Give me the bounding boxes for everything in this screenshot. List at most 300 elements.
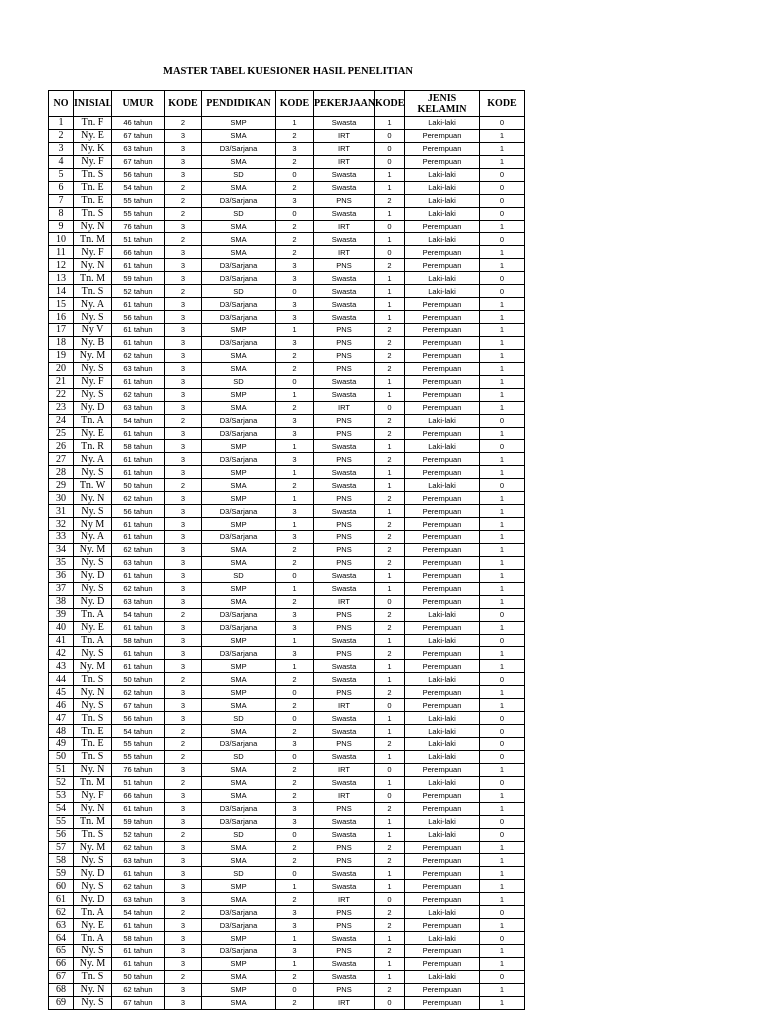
initial-cell: Ny. F [74, 155, 112, 168]
gender-code-cell: 0 [480, 117, 525, 130]
education-cell: D3/Sarjana [202, 272, 276, 285]
no-cell: 66 [49, 957, 74, 970]
no-cell: 58 [49, 854, 74, 867]
gender-code-cell: 1 [480, 518, 525, 531]
gender-cell: Perempuan [405, 142, 480, 155]
education-cell: SD [202, 207, 276, 220]
age-code-cell: 3 [165, 789, 202, 802]
age-cell: 58 tahun [112, 634, 165, 647]
table-row [49, 854, 525, 867]
occupation-cell: Swasta [314, 634, 375, 647]
age-code-cell: 3 [165, 543, 202, 556]
no-cell: 49 [49, 738, 74, 751]
initial-cell: Ny. E [74, 919, 112, 932]
occupation-cell: Swasta [314, 569, 375, 582]
age-cell: 55 tahun [112, 207, 165, 220]
initial-cell: Ny. D [74, 401, 112, 414]
age-code-cell: 3 [165, 142, 202, 155]
age-code-cell: 3 [165, 983, 202, 996]
initial-cell: Ny. N [74, 492, 112, 505]
initial-cell: Ny. S [74, 556, 112, 569]
education-code-cell: 1 [276, 582, 314, 595]
table-row [49, 194, 525, 207]
education-cell: SMA [202, 595, 276, 608]
gender-cell: Laki-laki [405, 181, 480, 194]
gender-code-cell: 0 [480, 906, 525, 919]
age-code-cell: 3 [165, 854, 202, 867]
education-cell: SMA [202, 479, 276, 492]
occupation-code-cell: 1 [375, 673, 405, 686]
gender-cell: Perempuan [405, 375, 480, 388]
occupation-code-cell: 2 [375, 738, 405, 751]
table-row [49, 388, 525, 401]
initial-cell: Tn. A [74, 906, 112, 919]
gender-cell: Laki-laki [405, 168, 480, 181]
age-cell: 63 tahun [112, 362, 165, 375]
initial-cell: Tn. E [74, 194, 112, 207]
education-cell: D3/Sarjana [202, 738, 276, 751]
age-cell: 50 tahun [112, 673, 165, 686]
occupation-cell: PNS [314, 841, 375, 854]
table-row [49, 285, 525, 298]
age-code-cell: 3 [165, 401, 202, 414]
education-cell: SMA [202, 673, 276, 686]
education-code-cell: 1 [276, 932, 314, 945]
education-code-cell: 2 [276, 996, 314, 1009]
occupation-code-cell: 2 [375, 945, 405, 958]
education-code-cell: 3 [276, 802, 314, 815]
no-cell: 23 [49, 401, 74, 414]
education-code-cell: 1 [276, 440, 314, 453]
no-cell: 68 [49, 983, 74, 996]
occupation-code-cell: 1 [375, 388, 405, 401]
age-code-cell: 3 [165, 220, 202, 233]
header-cell: KODE [480, 91, 525, 117]
table-row [49, 207, 525, 220]
gender-code-cell: 0 [480, 634, 525, 647]
initial-cell: Ny M [74, 518, 112, 531]
no-cell: 28 [49, 466, 74, 479]
table-row [49, 983, 525, 996]
gender-cell: Perempuan [405, 595, 480, 608]
education-code-cell: 3 [276, 194, 314, 207]
occupation-code-cell: 1 [375, 582, 405, 595]
no-cell: 10 [49, 233, 74, 246]
age-cell: 67 tahun [112, 155, 165, 168]
initial-cell: Ny. S [74, 362, 112, 375]
occupation-cell: PNS [314, 349, 375, 362]
age-code-cell: 2 [165, 181, 202, 194]
occupation-code-cell: 1 [375, 867, 405, 880]
age-code-cell: 3 [165, 492, 202, 505]
age-cell: 50 tahun [112, 970, 165, 983]
occupation-code-cell: 1 [375, 634, 405, 647]
age-code-cell: 3 [165, 466, 202, 479]
no-cell: 69 [49, 996, 74, 1009]
gender-cell: Perempuan [405, 647, 480, 660]
age-cell: 61 tahun [112, 621, 165, 634]
occupation-code-cell: 1 [375, 440, 405, 453]
table-row [49, 569, 525, 582]
gender-cell: Perempuan [405, 699, 480, 712]
education-code-cell: 2 [276, 673, 314, 686]
occupation-cell: Swasta [314, 880, 375, 893]
gender-cell: Perempuan [405, 129, 480, 142]
occupation-code-cell: 1 [375, 285, 405, 298]
table-row [49, 453, 525, 466]
no-cell: 6 [49, 181, 74, 194]
no-cell: 3 [49, 142, 74, 155]
occupation-cell: PNS [314, 608, 375, 621]
occupation-cell: Swasta [314, 298, 375, 311]
age-cell: 61 tahun [112, 802, 165, 815]
table-row [49, 220, 525, 233]
education-cell: SD [202, 828, 276, 841]
occupation-code-cell: 2 [375, 349, 405, 362]
no-cell: 14 [49, 285, 74, 298]
age-cell: 54 tahun [112, 725, 165, 738]
initial-cell: Ny. A [74, 453, 112, 466]
no-cell: 54 [49, 802, 74, 815]
gender-code-cell: 1 [480, 453, 525, 466]
education-cell: SD [202, 867, 276, 880]
occupation-cell: Swasta [314, 285, 375, 298]
age-code-cell: 3 [165, 867, 202, 880]
no-cell: 22 [49, 388, 74, 401]
occupation-cell: IRT [314, 996, 375, 1009]
age-code-cell: 3 [165, 259, 202, 272]
age-code-cell: 2 [165, 738, 202, 751]
gender-code-cell: 1 [480, 880, 525, 893]
initial-cell: Ny. F [74, 246, 112, 259]
education-cell: SMA [202, 233, 276, 246]
gender-code-cell: 1 [480, 246, 525, 259]
age-cell: 55 tahun [112, 194, 165, 207]
no-cell: 17 [49, 324, 74, 337]
table-row [49, 608, 525, 621]
age-code-cell: 3 [165, 595, 202, 608]
occupation-cell: Swasta [314, 375, 375, 388]
table-row [49, 479, 525, 492]
occupation-cell: PNS [314, 906, 375, 919]
table-row [49, 375, 525, 388]
initial-cell: Tn. M [74, 233, 112, 246]
age-code-cell: 3 [165, 246, 202, 259]
age-cell: 63 tahun [112, 556, 165, 569]
occupation-code-cell: 0 [375, 763, 405, 776]
age-code-cell: 2 [165, 479, 202, 492]
gender-cell: Laki-laki [405, 970, 480, 983]
education-code-cell: 3 [276, 298, 314, 311]
table-row [49, 246, 525, 259]
no-cell: 45 [49, 686, 74, 699]
occupation-cell: Swasta [314, 932, 375, 945]
occupation-cell: PNS [314, 556, 375, 569]
age-cell: 52 tahun [112, 828, 165, 841]
gender-cell: Perempuan [405, 362, 480, 375]
age-code-cell: 3 [165, 427, 202, 440]
gender-code-cell: 1 [480, 492, 525, 505]
education-cell: D3/Sarjana [202, 531, 276, 544]
age-code-cell: 3 [165, 621, 202, 634]
education-code-cell: 3 [276, 259, 314, 272]
occupation-cell: Swasta [314, 272, 375, 285]
header-cell: INISIAL [74, 91, 112, 117]
no-cell: 55 [49, 815, 74, 828]
occupation-cell: IRT [314, 129, 375, 142]
gender-code-cell: 0 [480, 272, 525, 285]
education-code-cell: 3 [276, 647, 314, 660]
no-cell: 29 [49, 479, 74, 492]
no-cell: 35 [49, 556, 74, 569]
no-cell: 56 [49, 828, 74, 841]
age-cell: 61 tahun [112, 259, 165, 272]
age-cell: 76 tahun [112, 763, 165, 776]
education-code-cell: 0 [276, 375, 314, 388]
education-code-cell: 3 [276, 311, 314, 324]
occupation-code-cell: 1 [375, 815, 405, 828]
no-cell: 15 [49, 298, 74, 311]
occupation-code-cell: 2 [375, 427, 405, 440]
table-row [49, 311, 525, 324]
initial-cell: Tn. S [74, 207, 112, 220]
occupation-cell: Swasta [314, 970, 375, 983]
table-row [49, 582, 525, 595]
education-code-cell: 1 [276, 388, 314, 401]
no-cell: 64 [49, 932, 74, 945]
table-row [49, 906, 525, 919]
age-cell: 61 tahun [112, 945, 165, 958]
age-code-cell: 3 [165, 349, 202, 362]
occupation-code-cell: 1 [375, 272, 405, 285]
gender-cell: Perempuan [405, 324, 480, 337]
table-row [49, 880, 525, 893]
age-code-cell: 3 [165, 945, 202, 958]
gender-cell: Perempuan [405, 841, 480, 854]
header-cell: KODE [165, 91, 202, 117]
occupation-code-cell: 1 [375, 168, 405, 181]
initial-cell: Ny. S [74, 582, 112, 595]
gender-code-cell: 1 [480, 893, 525, 906]
education-cell: SMP [202, 880, 276, 893]
occupation-cell: IRT [314, 142, 375, 155]
occupation-cell: Swasta [314, 388, 375, 401]
initial-cell: Ny. D [74, 569, 112, 582]
age-code-cell: 3 [165, 388, 202, 401]
table-row [49, 181, 525, 194]
education-cell: SMP [202, 660, 276, 673]
occupation-code-cell: 2 [375, 686, 405, 699]
gender-cell: Perempuan [405, 531, 480, 544]
table-row [49, 802, 525, 815]
gender-code-cell: 0 [480, 725, 525, 738]
age-code-cell: 3 [165, 660, 202, 673]
occupation-cell: IRT [314, 155, 375, 168]
age-code-cell: 2 [165, 207, 202, 220]
initial-cell: Ny. S [74, 505, 112, 518]
occupation-cell: Swasta [314, 181, 375, 194]
no-cell: 32 [49, 518, 74, 531]
age-cell: 54 tahun [112, 414, 165, 427]
occupation-cell: IRT [314, 789, 375, 802]
gender-code-cell: 1 [480, 854, 525, 867]
gender-cell: Laki-laki [405, 828, 480, 841]
occupation-cell: Swasta [314, 466, 375, 479]
no-cell: 21 [49, 375, 74, 388]
occupation-code-cell: 2 [375, 841, 405, 854]
gender-code-cell: 1 [480, 375, 525, 388]
occupation-cell: IRT [314, 595, 375, 608]
education-cell: SMA [202, 996, 276, 1009]
gender-cell: Perempuan [405, 763, 480, 776]
initial-cell: Ny. S [74, 311, 112, 324]
age-code-cell: 2 [165, 970, 202, 983]
gender-code-cell: 1 [480, 142, 525, 155]
occupation-cell: IRT [314, 699, 375, 712]
age-cell: 61 tahun [112, 569, 165, 582]
occupation-code-cell: 2 [375, 983, 405, 996]
education-cell: D3/Sarjana [202, 945, 276, 958]
age-cell: 59 tahun [112, 272, 165, 285]
table-row [49, 492, 525, 505]
education-code-cell: 0 [276, 207, 314, 220]
age-cell: 62 tahun [112, 492, 165, 505]
table-row [49, 595, 525, 608]
no-cell: 59 [49, 867, 74, 880]
gender-cell: Laki-laki [405, 815, 480, 828]
header-cell: NO [49, 91, 74, 117]
education-cell: D3/Sarjana [202, 194, 276, 207]
occupation-code-cell: 2 [375, 919, 405, 932]
no-cell: 44 [49, 673, 74, 686]
occupation-cell: Swasta [314, 233, 375, 246]
education-code-cell: 2 [276, 246, 314, 259]
table-row [49, 725, 525, 738]
table-row [49, 142, 525, 155]
education-code-cell: 1 [276, 957, 314, 970]
age-cell: 62 tahun [112, 841, 165, 854]
gender-code-cell: 1 [480, 531, 525, 544]
gender-cell: Laki-laki [405, 634, 480, 647]
occupation-cell: PNS [314, 324, 375, 337]
occupation-code-cell: 1 [375, 298, 405, 311]
education-code-cell: 3 [276, 272, 314, 285]
occupation-cell: Swasta [314, 168, 375, 181]
occupation-code-cell: 1 [375, 207, 405, 220]
age-cell: 62 tahun [112, 983, 165, 996]
initial-cell: Tn. S [74, 828, 112, 841]
initial-cell: Tn. E [74, 738, 112, 751]
education-cell: SMA [202, 129, 276, 142]
gender-code-cell: 1 [480, 129, 525, 142]
initial-cell: Ny. A [74, 531, 112, 544]
age-cell: 51 tahun [112, 233, 165, 246]
gender-code-cell: 1 [480, 595, 525, 608]
initial-cell: Ny. F [74, 789, 112, 802]
occupation-code-cell: 1 [375, 466, 405, 479]
age-code-cell: 2 [165, 608, 202, 621]
initial-cell: Ny. E [74, 427, 112, 440]
occupation-code-cell: 1 [375, 569, 405, 582]
occupation-cell: Swasta [314, 440, 375, 453]
table-row [49, 233, 525, 246]
education-code-cell: 2 [276, 789, 314, 802]
gender-cell: Perempuan [405, 349, 480, 362]
education-code-cell: 1 [276, 117, 314, 130]
gender-code-cell: 0 [480, 738, 525, 751]
no-cell: 5 [49, 168, 74, 181]
occupation-cell: IRT [314, 246, 375, 259]
education-code-cell: 1 [276, 634, 314, 647]
education-cell: D3/Sarjana [202, 427, 276, 440]
initial-cell: Tn. W [74, 479, 112, 492]
no-cell: 53 [49, 789, 74, 802]
no-cell: 46 [49, 699, 74, 712]
occupation-cell: Swasta [314, 828, 375, 841]
education-code-cell: 0 [276, 712, 314, 725]
no-cell: 40 [49, 621, 74, 634]
initial-cell: Ny. S [74, 466, 112, 479]
occupation-code-cell: 1 [375, 311, 405, 324]
education-cell: D3/Sarjana [202, 259, 276, 272]
no-cell: 31 [49, 505, 74, 518]
occupation-cell: PNS [314, 414, 375, 427]
education-code-cell: 2 [276, 543, 314, 556]
education-cell: D3/Sarjana [202, 919, 276, 932]
age-cell: 63 tahun [112, 401, 165, 414]
education-code-cell: 3 [276, 945, 314, 958]
table-row [49, 945, 525, 958]
table-row [49, 660, 525, 673]
education-code-cell: 0 [276, 867, 314, 880]
gender-cell: Perempuan [405, 945, 480, 958]
gender-cell: Laki-laki [405, 272, 480, 285]
occupation-cell: PNS [314, 621, 375, 634]
initial-cell: Tn. S [74, 673, 112, 686]
age-code-cell: 3 [165, 996, 202, 1009]
initial-cell: Ny. S [74, 996, 112, 1009]
education-code-cell: 1 [276, 492, 314, 505]
education-code-cell: 3 [276, 815, 314, 828]
gender-cell: Perempuan [405, 298, 480, 311]
gender-code-cell: 1 [480, 349, 525, 362]
gender-code-cell: 0 [480, 932, 525, 945]
initial-cell: Ny. D [74, 893, 112, 906]
table-row [49, 686, 525, 699]
no-cell: 16 [49, 311, 74, 324]
age-code-cell: 3 [165, 505, 202, 518]
gender-code-cell: 1 [480, 311, 525, 324]
occupation-code-cell: 0 [375, 401, 405, 414]
initial-cell: Tn. S [74, 970, 112, 983]
no-cell: 11 [49, 246, 74, 259]
gender-code-cell: 1 [480, 647, 525, 660]
no-cell: 12 [49, 259, 74, 272]
gender-cell: Laki-laki [405, 738, 480, 751]
education-cell: SMP [202, 686, 276, 699]
gender-code-cell: 1 [480, 388, 525, 401]
gender-cell: Perempuan [405, 311, 480, 324]
gender-code-cell: 0 [480, 194, 525, 207]
table-row [49, 647, 525, 660]
education-code-cell: 1 [276, 324, 314, 337]
education-cell: SMA [202, 776, 276, 789]
education-code-cell: 1 [276, 660, 314, 673]
occupation-cell: PNS [314, 453, 375, 466]
initial-cell: Ny. N [74, 763, 112, 776]
initial-cell: Tn. M [74, 272, 112, 285]
age-cell: 61 tahun [112, 324, 165, 337]
